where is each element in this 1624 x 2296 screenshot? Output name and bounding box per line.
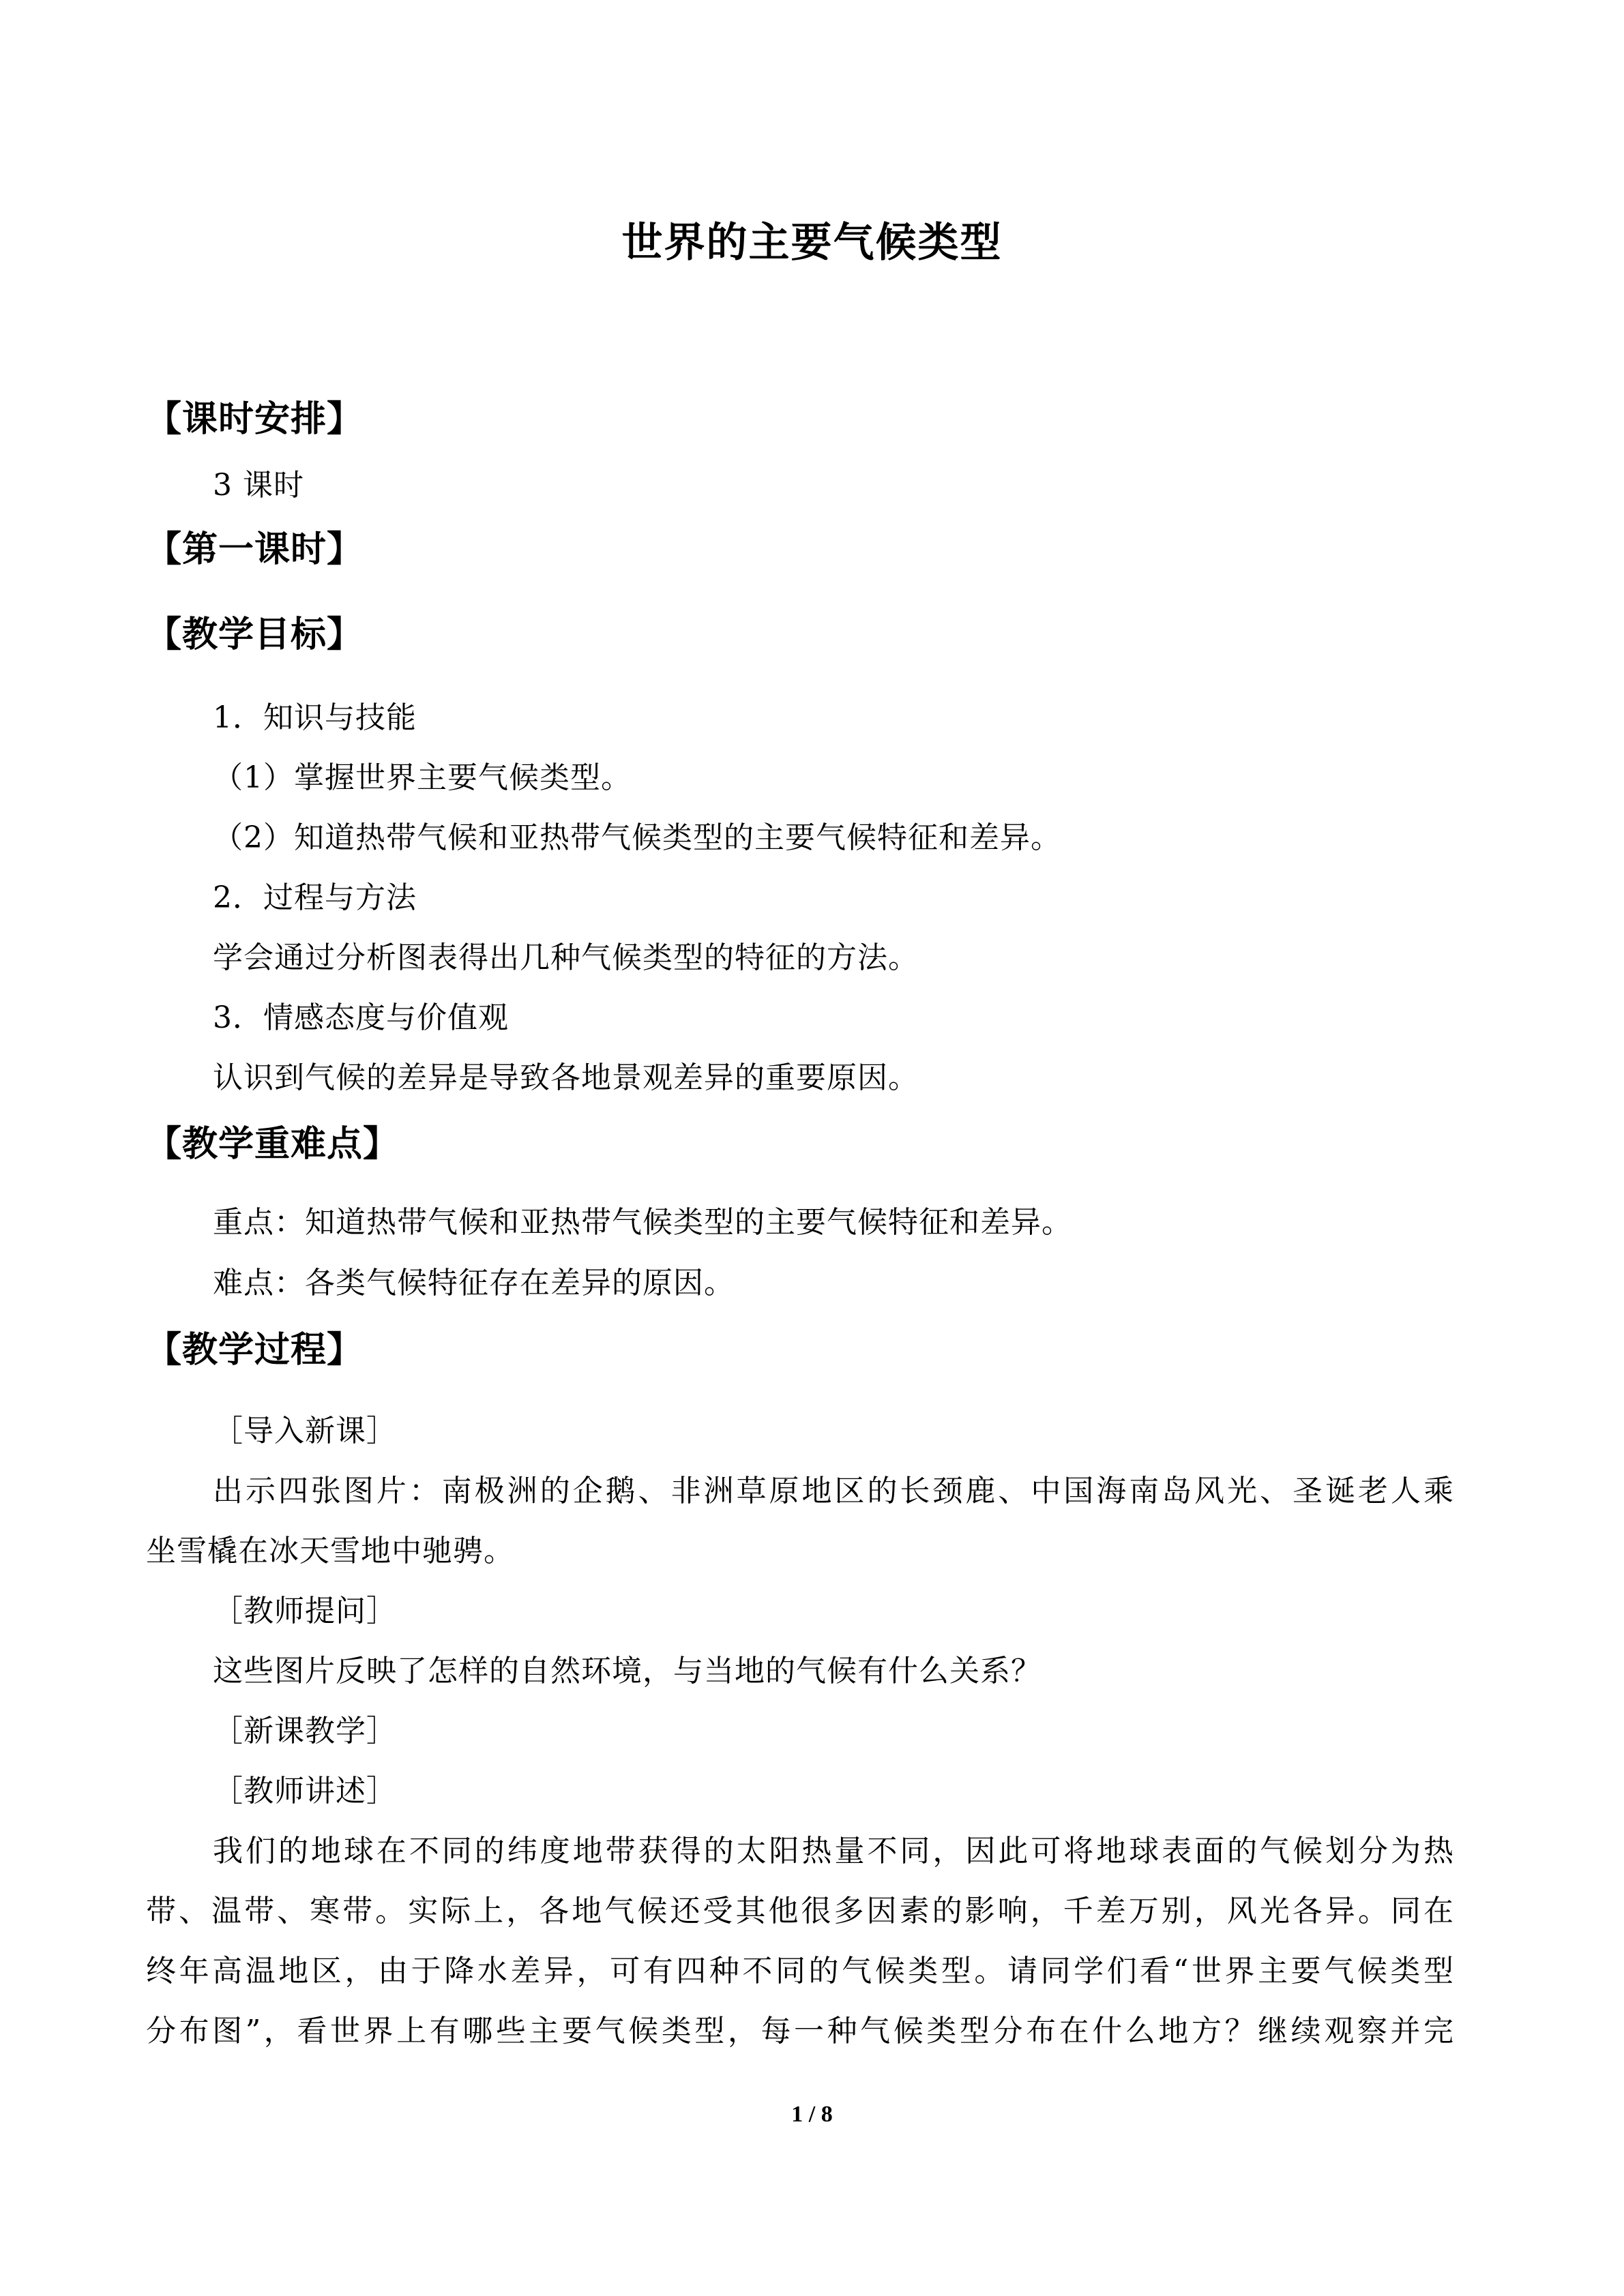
goal-item: 学会通过分析图表得出几种气候类型的特征的方法。 [213,940,919,975]
keypoint-focus: 重点：知道热带气候和亚热带气候类型的主要气候特征和差异。 [213,1205,1072,1240]
heading-process: 【教学过程】 [146,1329,364,1371]
goal-item: 认识到气候的差异是导致各地景观差异的重要原因。 [213,1060,919,1095]
goal-item: 2．过程与方法 [213,880,417,915]
lecture-line: 分布图”，看世界上有哪些主要气候类型，每一种气候类型分布在什么地方？继续观察并完 [146,2014,1454,2048]
lecture-line: 终年高温地区，由于降水差异，可有四种不同的气候类型。请同学们看“世界主要气候类型 [146,1954,1454,1988]
lecture-line: 我们的地球在不同的纬度地带获得的太阳热量不同，因此可将地球表面的气候划分为热 [213,1834,1454,1868]
intro-line: 出示四张图片：南极洲的企鹅、非洲草原地区的长颈鹿、中国海南岛风光、圣诞老人乘 [213,1474,1454,1508]
new-lesson-label: ［新课教学］ [213,1714,397,1748]
document-title: 世界的主要气候类型 [621,219,1003,267]
schedule-text: 3 课时 [213,468,304,503]
question-label: ［教师提问］ [213,1594,397,1628]
page-number: 1 / 8 [791,2102,833,2127]
intro-line: 坐雪橇在冰天雪地中驰骋。 [146,1534,514,1568]
lecture-label: ［教师讲述］ [213,1774,397,1808]
goal-item: （2）知道热带气候和亚热带气候类型的主要气候特征和差异。 [213,820,1061,855]
heading-goals: 【教学目标】 [146,614,364,655]
heading-lesson1: 【第一课时】 [146,528,364,570]
lecture-line: 带、温带、寒带。实际上，各地气候还受其他很多因素的影响，千差万别，风光各异。同在 [146,1894,1454,1928]
goal-item: 1．知识与技能 [213,700,417,735]
heading-keypoints: 【教学重难点】 [146,1123,400,1165]
goal-item: 3．情感态度与价值观 [213,1000,509,1035]
intro-label: ［导入新课］ [213,1414,397,1448]
keypoint-difficulty: 难点：各类气候特征存在差异的原因。 [213,1266,735,1300]
question-text: 这些图片反映了怎样的自然环境，与当地的气候有什么关系？ [213,1654,1042,1688]
goal-item: （1）掌握世界主要气候类型。 [213,760,632,795]
heading-schedule: 【课时安排】 [146,398,364,440]
